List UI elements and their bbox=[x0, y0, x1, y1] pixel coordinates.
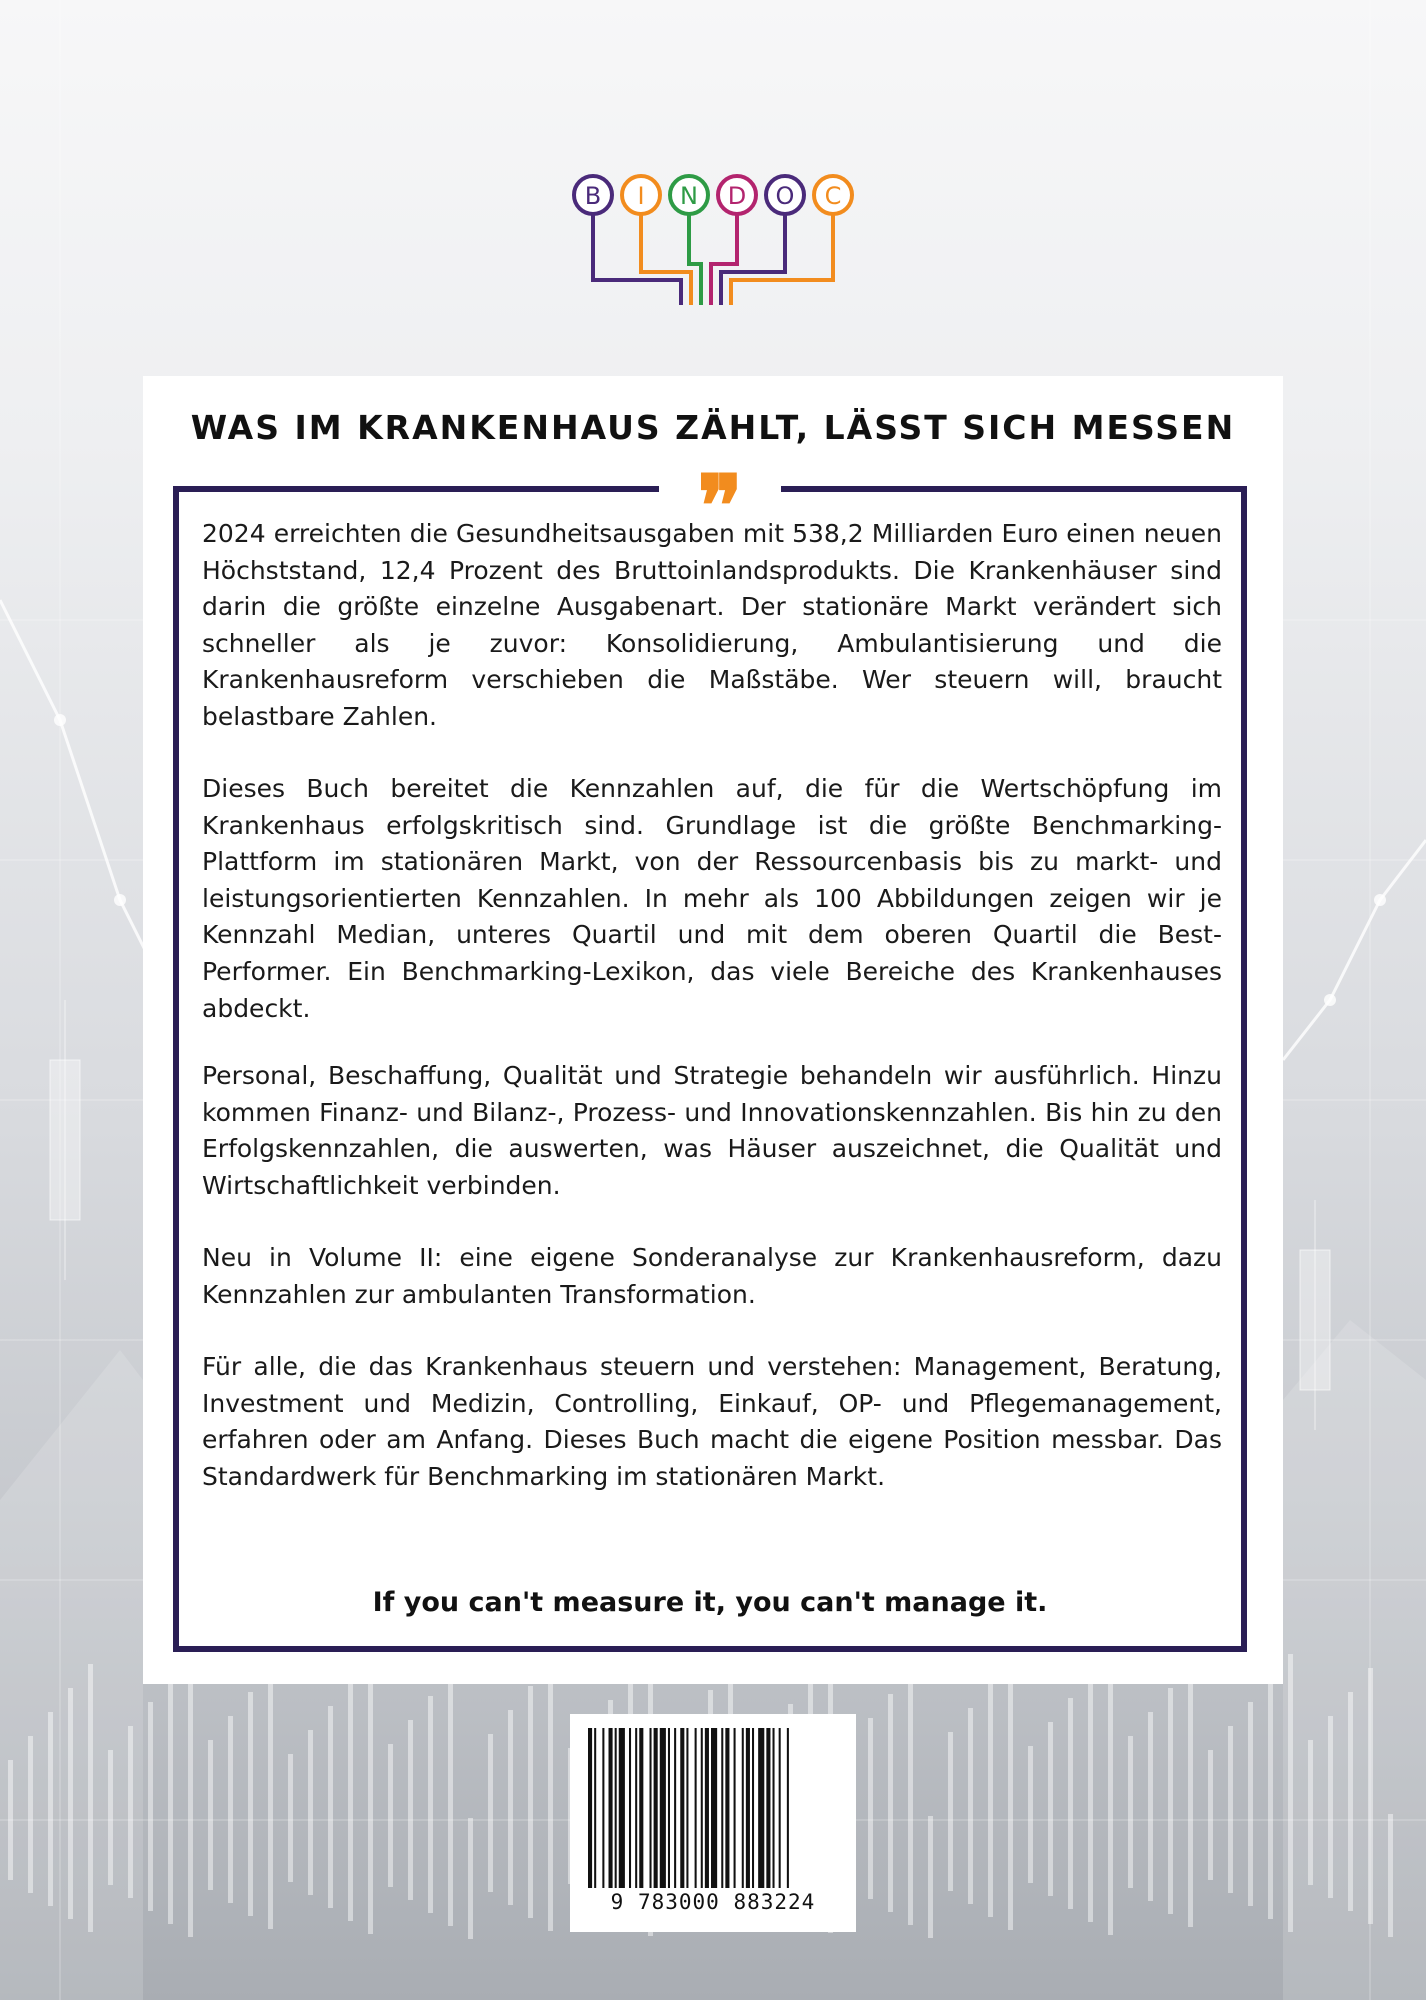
logo-letter: O bbox=[775, 182, 795, 210]
quote-icon: ❞ bbox=[697, 456, 743, 555]
barcode-bar bbox=[711, 1728, 717, 1888]
isbn-number: 9 783000 883224 bbox=[610, 1890, 816, 1914]
barcode-bar bbox=[635, 1728, 637, 1888]
bindoc-logo bbox=[570, 165, 856, 315]
logo-letter: B bbox=[584, 182, 602, 210]
logo-letter: I bbox=[637, 182, 645, 210]
paragraph-2: Dieses Buch bereitet die Kennzahlen auf, die für die Wertschöpfung im Krankenhaus erfolgskritisch sind. Grundlage ist die größte Benchmarking-Plattform im stationären Markt, von der Ressourcenbasis bis zu markt- und leistungsorientierten Kennzahlen. In mehr als 100 Abbildungen zeigen wir je Kennzahl Median, unteres Quartil und mit dem oberen Quartil die Best-Performer. Ein Benchmarking-Lexikon, das viele Bereiche des Krankenhauses abdeckt. bbox=[202, 774, 1222, 1023]
paragraph-4: Neu in Volume II: eine eigene Sonderanalyse zur Krankenhausreform, dazu Kennzahlen zur ambulanten Transformation. bbox=[202, 1243, 1222, 1309]
barcode-bar bbox=[734, 1728, 736, 1888]
barcode-bar bbox=[721, 1728, 723, 1888]
barcode-bar bbox=[779, 1728, 781, 1888]
barcode bbox=[570, 1714, 856, 1932]
paragraph-5: Für alle, die das Krankenhaus steuern und verstehen: Management, Beratung, Investment und Medizin, Controlling, Einkauf, OP- und Pflegemanagement, erfahren oder am Anfang. Dieses Buch macht die eigene Position messbar. Das Standardwerk für Benchmarking im stationären Markt. bbox=[202, 1352, 1222, 1491]
blurb-frame bbox=[173, 456, 1247, 1652]
logo-wire bbox=[731, 214, 833, 305]
barcode-bar bbox=[766, 1728, 770, 1888]
barcode-bar bbox=[639, 1728, 643, 1888]
barcode-bar bbox=[758, 1728, 764, 1888]
barcode-bar bbox=[752, 1728, 754, 1888]
barcode-bar bbox=[629, 1728, 631, 1888]
logo-wire bbox=[641, 214, 691, 305]
logo-letter: C bbox=[824, 182, 842, 210]
barcode-bar bbox=[701, 1728, 703, 1888]
barcode-bar bbox=[609, 1728, 613, 1888]
barcode-bar bbox=[773, 1728, 775, 1888]
barcode-bar bbox=[787, 1728, 789, 1888]
barcode-bar bbox=[594, 1728, 596, 1888]
logo-wire bbox=[711, 214, 737, 305]
blurb-card bbox=[143, 376, 1283, 1684]
barcode-bar bbox=[705, 1728, 709, 1888]
barcode-bar bbox=[725, 1728, 729, 1888]
barcode-bar bbox=[660, 1728, 666, 1888]
barcode-bar bbox=[686, 1728, 688, 1888]
barcode-bar bbox=[588, 1728, 592, 1888]
barcode-bar bbox=[746, 1728, 750, 1888]
paragraph-3: Personal, Beschaffung, Qualität und Strategie behandeln wir ausführlich. Hinzu kommen Finanz- und Bilanz-, Prozess- und Innovationskennzahlen. Bis hin zu den Erfolgskennzahlen, die auswerten, was Häuser auszeichnet, die Qualität und Wirtschaftlichkeit verbinden. bbox=[202, 1061, 1222, 1200]
barcode-bar bbox=[680, 1728, 684, 1888]
barcode-bar bbox=[742, 1728, 744, 1888]
barcode-bar bbox=[674, 1728, 676, 1888]
barcode-bar bbox=[654, 1728, 658, 1888]
barcode-bar bbox=[650, 1728, 652, 1888]
logo-letter: N bbox=[680, 182, 698, 210]
closing-quote: If you can't measure it, you can't manage it. bbox=[372, 1587, 1048, 1618]
barcode-bar bbox=[695, 1728, 697, 1888]
barcode-bar bbox=[668, 1728, 670, 1888]
blurb-title: WAS IM KRANKENHAUS ZÄHLT, LÄSST SICH MESSEN bbox=[190, 408, 1236, 447]
barcode-bar bbox=[615, 1728, 617, 1888]
barcode-bars bbox=[586, 1728, 840, 1888]
logo-letter: D bbox=[727, 182, 747, 210]
barcode-bar bbox=[602, 1728, 604, 1888]
barcode-bar bbox=[619, 1728, 625, 1888]
logo-wire bbox=[593, 214, 681, 305]
paragraph-1: 2024 erreichten die Gesundheitsausgaben mit 538,2 Milliarden Euro einen neuen Höchststand, 12,4 Prozent des Bruttoinlandsprodukts. Die Krankenhäuser sind darin die größte einzelne Ausgabenart. Der stationäre Markt verändert sich schneller als je zuvor: Konsolidierung, Ambulantisierung und die Krankenhausreform verschieben die Maßstäbe. Wer steuern will, braucht belastbare Zahlen. bbox=[202, 519, 1222, 731]
